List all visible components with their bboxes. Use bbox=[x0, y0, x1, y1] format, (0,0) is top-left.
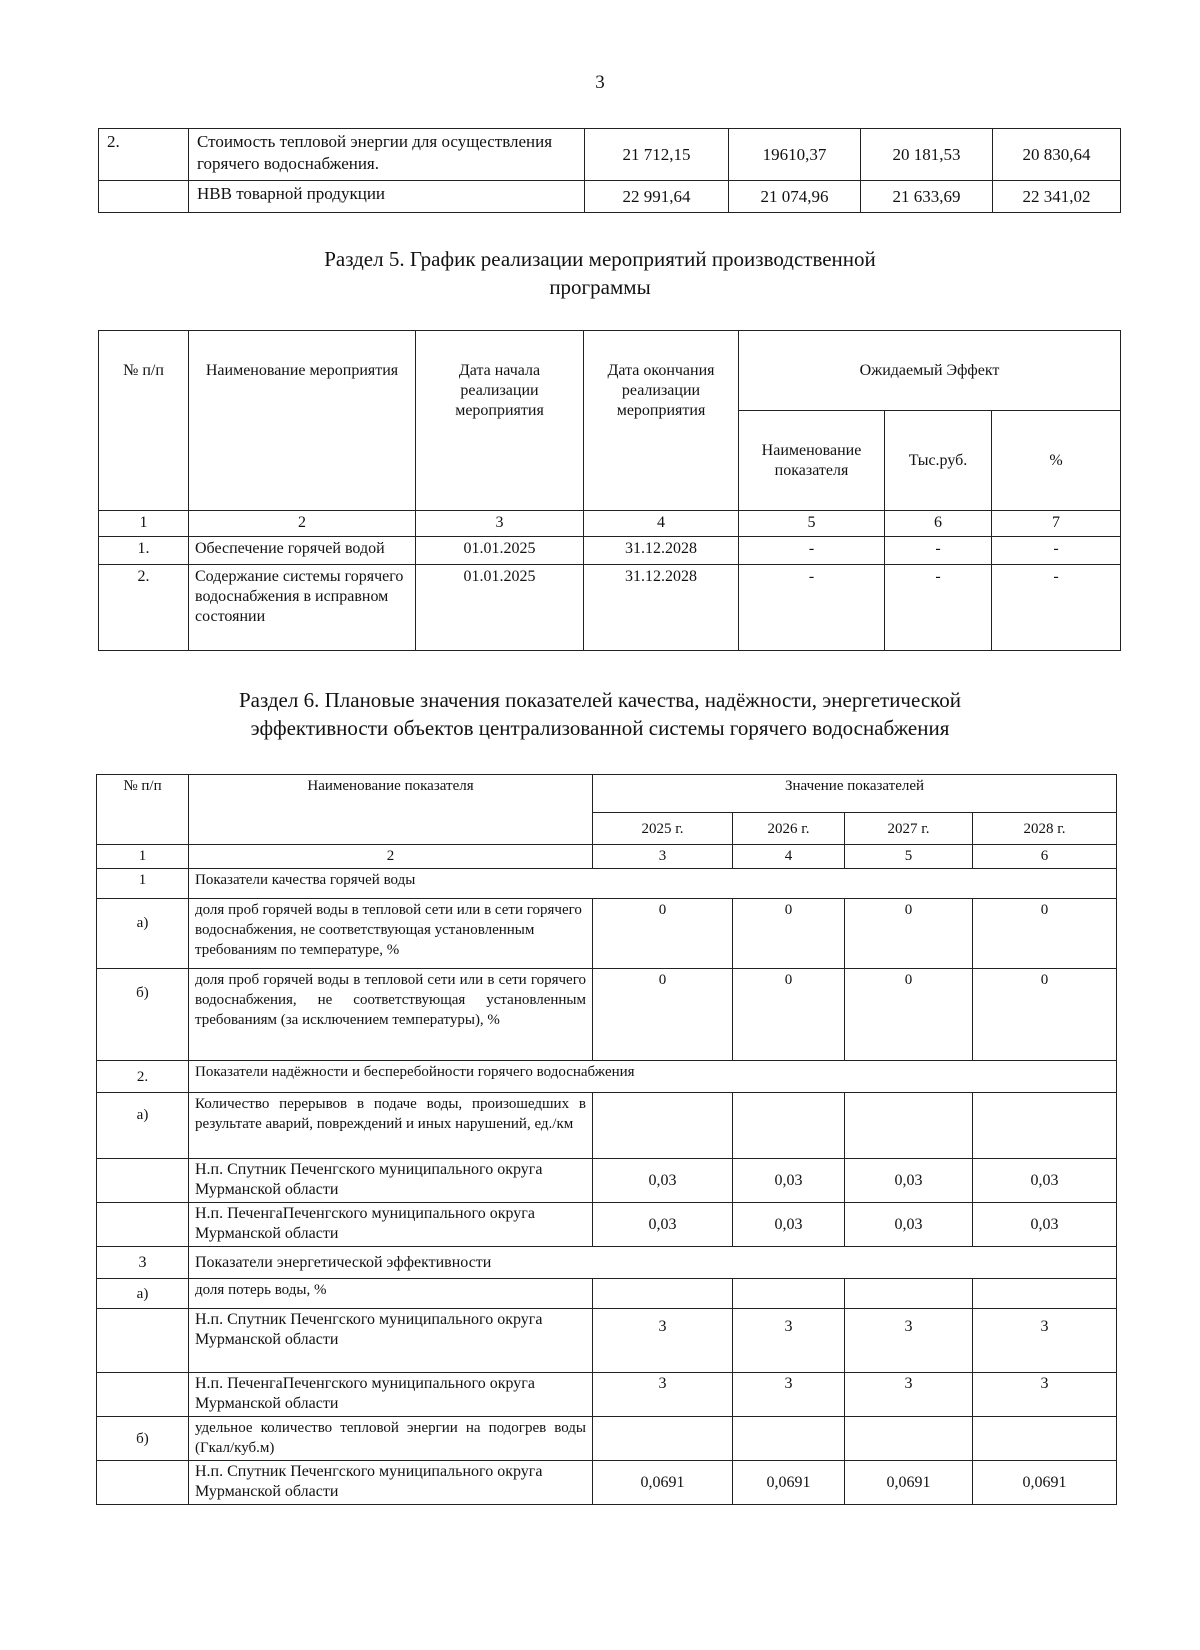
row-name: НВВ товарной продукции bbox=[189, 181, 585, 213]
row-letter: б) bbox=[97, 1417, 189, 1461]
group-row bbox=[97, 1247, 1117, 1279]
row-letter: а) bbox=[97, 1093, 189, 1159]
row-number: 2. bbox=[99, 565, 189, 651]
value-cell: 21 633,69 bbox=[861, 181, 993, 213]
col-number: 1 bbox=[99, 511, 189, 537]
header-year: 2026 г. bbox=[733, 813, 845, 845]
group-title: Показатели энергетической эффективности bbox=[189, 1247, 1117, 1279]
value-cell: 0,03 bbox=[973, 1203, 1117, 1247]
header-num: № п/п bbox=[99, 331, 189, 511]
value-cell: 0 bbox=[733, 969, 845, 1061]
table-row bbox=[97, 1373, 1117, 1417]
col-number: 3 bbox=[416, 511, 584, 537]
section6-title-line1: Раздел 6. Плановые значения показателей качества, надёжности, энергетической bbox=[238, 688, 962, 712]
value-cell: 0,03 bbox=[845, 1203, 973, 1247]
column-numbers-row bbox=[97, 845, 1117, 869]
value-cell: 0 bbox=[733, 899, 845, 969]
row-name: удельное количество тепловой энергии на подогрев воды (Гкал/куб.м) bbox=[189, 1417, 593, 1461]
row-name: Содержание системы горячего водоснабжения в исправном состоянии bbox=[189, 565, 416, 651]
row-number: 1. bbox=[99, 537, 189, 565]
row-name: доля проб горячей воды в тепловой сети или в сети горячего водоснабжения, не соответствующая установленным требованиям (за исключением температуры), % bbox=[189, 969, 593, 1061]
value-cell: 3 bbox=[593, 1309, 733, 1373]
value-cell: 3 bbox=[845, 1309, 973, 1373]
value-cell: 3 bbox=[733, 1309, 845, 1373]
table-row bbox=[99, 537, 1121, 565]
row-letter: а) bbox=[97, 1279, 189, 1309]
effect-indicator: - bbox=[739, 565, 885, 651]
col-number: 5 bbox=[845, 845, 973, 869]
value-cell: 0 bbox=[593, 969, 733, 1061]
table-row bbox=[97, 969, 1117, 1061]
header-percent: % bbox=[992, 411, 1121, 511]
value-cell: 0,03 bbox=[733, 1159, 845, 1203]
row-name: Стоимость тепловой энергии для осуществления горячего водоснабжения. bbox=[189, 129, 585, 181]
effect-indicator: - bbox=[739, 537, 885, 565]
row-letter: б) bbox=[97, 969, 189, 1061]
row-letter: а) bbox=[97, 899, 189, 969]
row-name: Количество перерывов в подаче воды, произошедших в результате аварий, повреждений и иных нарушений, ед./км bbox=[189, 1093, 593, 1159]
end-date: 31.12.2028 bbox=[584, 537, 739, 565]
col-number: 6 bbox=[885, 511, 992, 537]
header-num: № п/п bbox=[97, 775, 189, 845]
section6-title-line2: эффективности объектов централизованной системы горячего водоснабжения bbox=[250, 716, 950, 740]
start-date: 01.01.2025 bbox=[416, 537, 584, 565]
group-number: 2. bbox=[97, 1061, 189, 1093]
value-cell: 0 bbox=[973, 899, 1117, 969]
value-cell: 3 bbox=[733, 1373, 845, 1417]
row-name: доля потерь воды, % bbox=[189, 1279, 593, 1309]
value-cell: 0,0691 bbox=[593, 1461, 733, 1505]
table-row bbox=[97, 899, 1117, 969]
group-row bbox=[97, 1061, 1117, 1093]
effect-rub: - bbox=[885, 537, 992, 565]
table-row bbox=[99, 129, 1121, 181]
header-year: 2028 г. bbox=[973, 813, 1117, 845]
group-row bbox=[97, 869, 1117, 899]
value-cell: 22 991,64 bbox=[585, 181, 729, 213]
header-name: Наименование показателя bbox=[189, 775, 593, 845]
row-number: 2. bbox=[99, 129, 189, 181]
value-cell: 21 074,96 bbox=[729, 181, 861, 213]
col-number: 3 bbox=[593, 845, 733, 869]
value-cell: 0,03 bbox=[593, 1159, 733, 1203]
value-cell: 19610,37 bbox=[729, 129, 861, 181]
section5-title-line2: программы bbox=[549, 275, 651, 299]
value-cell: 0 bbox=[593, 899, 733, 969]
header-rub: Тыс.руб. bbox=[885, 411, 992, 511]
row-name: Н.п. ПеченгаПеченгского муниципального округа Мурманской области bbox=[189, 1373, 593, 1417]
value-cell: 20 181,53 bbox=[861, 129, 993, 181]
col-number: 5 bbox=[739, 511, 885, 537]
value-cell: 3 bbox=[973, 1373, 1117, 1417]
value-cell: 22 341,02 bbox=[993, 181, 1121, 213]
value-cell: 20 830,64 bbox=[993, 129, 1121, 181]
table-row bbox=[97, 1093, 1117, 1159]
table-row bbox=[97, 1309, 1117, 1373]
group-title: Показатели качества горячей воды bbox=[189, 869, 1117, 899]
header-values: Значение показателей bbox=[593, 775, 1117, 813]
group-title: Показатели надёжности и бесперебойности горячего водоснабжения bbox=[189, 1061, 1117, 1093]
header-year: 2027 г. bbox=[845, 813, 973, 845]
row-name: доля проб горячей воды в тепловой сети или в сети горячего водоснабжения, не соответствующая установленным требованиям по температуре, % bbox=[189, 899, 593, 969]
value-cell: 0,0691 bbox=[733, 1461, 845, 1505]
table-row bbox=[97, 1461, 1117, 1505]
effect-percent: - bbox=[992, 565, 1121, 651]
row-name: Обеспечение горячей водой bbox=[189, 537, 416, 565]
end-date: 31.12.2028 bbox=[584, 565, 739, 651]
value-cell: 3 bbox=[845, 1373, 973, 1417]
value-cell: 3 bbox=[973, 1309, 1117, 1373]
value-cell: 0,03 bbox=[733, 1203, 845, 1247]
value-cell: 0 bbox=[845, 969, 973, 1061]
value-cell: 0,03 bbox=[973, 1159, 1117, 1203]
group-number: 3 bbox=[97, 1247, 189, 1279]
col-number: 1 bbox=[97, 845, 189, 869]
col-number: 4 bbox=[584, 511, 739, 537]
row-name: Н.п. Спутник Печенгского муниципального округа Мурманской области bbox=[189, 1461, 593, 1505]
group-number: 1 bbox=[97, 869, 189, 899]
row-name: Н.п. Спутник Печенгского муниципального округа Мурманской области bbox=[189, 1159, 593, 1203]
col-number: 6 bbox=[973, 845, 1117, 869]
value-cell: 3 bbox=[593, 1373, 733, 1417]
start-date: 01.01.2025 bbox=[416, 565, 584, 651]
column-numbers-row bbox=[99, 511, 1121, 537]
value-cell: 0 bbox=[845, 899, 973, 969]
header-end-date: Дата окончания реализации мероприятия bbox=[584, 331, 739, 511]
section6-title bbox=[0, 686, 1200, 742]
row-name: Н.п. ПеченгаПеченгского муниципального округа Мурманской области bbox=[189, 1203, 593, 1247]
header-start-date: Дата начала реализации мероприятия bbox=[416, 331, 584, 511]
table-row bbox=[99, 181, 1121, 213]
page-number: 3 bbox=[595, 72, 605, 93]
header-year: 2025 г. bbox=[593, 813, 733, 845]
table-row bbox=[97, 1203, 1117, 1247]
indicators-table bbox=[96, 774, 1117, 1505]
header-name: Наименование мероприятия bbox=[189, 331, 416, 511]
table-row bbox=[97, 1279, 1117, 1309]
section5-title-line1: Раздел 5. График реализации мероприятий производственной bbox=[324, 247, 876, 271]
row-name: Н.п. Спутник Печенгского муниципального округа Мурманской области bbox=[189, 1309, 593, 1373]
table-row bbox=[97, 1159, 1117, 1203]
row-number bbox=[99, 181, 189, 213]
value-cell: 0,03 bbox=[593, 1203, 733, 1247]
section5-title bbox=[0, 245, 1200, 301]
table-row bbox=[99, 565, 1121, 651]
col-number: 2 bbox=[189, 511, 416, 537]
table-row bbox=[97, 1417, 1117, 1461]
effect-percent: - bbox=[992, 537, 1121, 565]
effect-rub: - bbox=[885, 565, 992, 651]
header-indicator: Наименование показателя bbox=[739, 411, 885, 511]
value-cell: 0 bbox=[973, 969, 1117, 1061]
cost-table bbox=[98, 128, 1121, 213]
col-number: 7 bbox=[992, 511, 1121, 537]
value-cell: 0,03 bbox=[845, 1159, 973, 1203]
value-cell: 0,0691 bbox=[973, 1461, 1117, 1505]
schedule-table bbox=[98, 330, 1121, 651]
header-effect: Ожидаемый Эффект bbox=[739, 331, 1121, 411]
col-number: 4 bbox=[733, 845, 845, 869]
value-cell: 0,0691 bbox=[845, 1461, 973, 1505]
value-cell: 21 712,15 bbox=[585, 129, 729, 181]
col-number: 2 bbox=[189, 845, 593, 869]
